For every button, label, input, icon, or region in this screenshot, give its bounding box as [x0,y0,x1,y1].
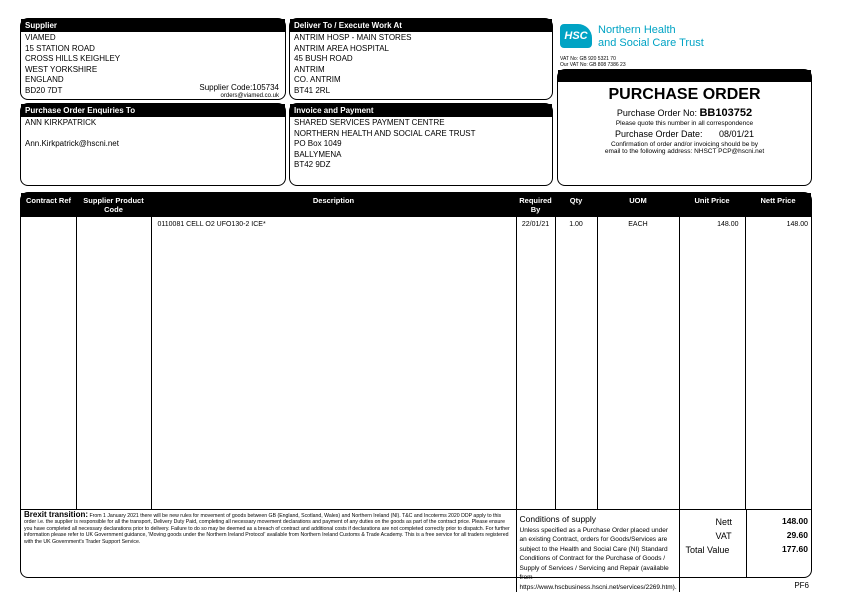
purchase-order-panel [557,69,812,186]
cell-required-by: 22/01/21 [516,217,555,509]
po-number-row [558,107,811,119]
supplier-line: CROSS HILLS KEIGHLEY [25,54,121,63]
col-qty: Qty [569,196,583,205]
po-note-1: Confirmation of order and/or invoicing should be by [610,141,759,148]
col-unit-price: Unit Price [694,196,730,205]
hsc-badge-text: HSC [564,30,588,42]
brexit-text: From 1 January 2021 there will be new rules for movement of goods between GB (England, Scotland, Wales) and Northern Ireland (NI). T&C and Incoterms 2020 DDP apply to this order i.e. the supplier is responsible for all the transport, Delivery Duty Paid, completing all necessary movement declarations and payment of any duties on the goods as part of the contract price. Please ensure you have completed all necessary declarations prior to delivery. Failure to do so may be deemed as a breach of contract and additional costs if declarations are not completed correctly prior to dispatch. For further information please refer to UK Government guidance, 'Moving goods under the Northern Ireland Protocol' available from Northern Ireland Customs & Trade Academy. This is a free service for all traders registered with the UK Government's Trader Support Service. [24,512,510,545]
supplier-line: BD20 7DT [25,85,63,95]
deliver-line: ANTRIM [294,64,325,74]
supplier-code-label: Supplier Code: [199,83,253,92]
order-lines-table [21,193,811,592]
cell-qty: 1.00 [555,217,597,509]
invoice-panel [289,103,553,186]
deliver-line: ANTRIM HOSP - MAIN STORES [294,33,412,42]
vat-number: VAT No: GB 920 5321 70 [560,56,616,62]
conditions-cell [516,509,679,592]
supplier-line: ENGLAND [25,75,64,84]
order-lines-panel [20,192,812,591]
supplier-line: WEST YORKSHIRE [25,64,98,74]
table-footer-row [21,509,811,592]
po-date-label: Purchase Order Date: [614,129,703,139]
deliver-panel [289,18,553,100]
conditions-title: Conditions of supply [519,513,597,524]
brexit-notice [24,509,513,546]
supplier-email[interactable]: orders@viamed.co.uk [220,93,279,99]
totals-cell [679,509,811,592]
cell-unit-price: 148.00 [679,217,745,509]
col-description: Description [312,196,355,205]
enquiries-panel [20,103,286,186]
col-uom: UOM [629,196,647,205]
supplier-code [199,83,279,92]
invoice-heading: Invoice and Payment [290,104,552,117]
po-note-2: email to the following address: NHSCT PCP@hscni.net [604,148,765,155]
invoice-line: SHARED SERVICES PAYMENT CENTRE [294,118,445,127]
po-header-bar [558,70,811,82]
vat-label: VAT [715,530,732,541]
po-number: BB103752 [699,107,753,119]
conditions-text: Unless specified as a Purchase Order placed under an existing Contract, orders for Goods/Services are subject to the Health and Social Care (NI) Standard Conditions of Contract for the Purchase of Goods / Supply of Services / Servicing and Repair (available from https://www.hscbusiness.hscni.net/services/2269.htm). [519,526,677,591]
invoice-line: PO Box 1049 [294,139,342,148]
deliver-line: ANTRIM AREA HOSPITAL [294,43,389,53]
total-value: 177.60 [782,543,808,554]
deliver-line: CO. ANTRIM [294,75,341,84]
invoice-line: NORTHERN HEALTH AND SOCIAL CARE TRUST [294,128,476,138]
cell-contract-ref [21,217,76,509]
enquiries-email[interactable]: Ann.Kirkpatrick@hscni.net [25,138,119,148]
invoice-line: BALLYMENA [294,149,342,159]
table-header-row [21,193,811,217]
po-title: PURCHASE ORDER [608,86,761,103]
cell-uom: EACH [597,217,679,509]
brexit-title: Brexit transition: [24,509,89,519]
totals-divider [746,510,747,578]
po-quote-note: Please quote this number in all correspondence [615,120,754,127]
invoice-line: BT42 9DZ [294,160,331,169]
col-supplier-product-code: Supplier Product Code [83,196,144,214]
supplier-line: 15 STATION ROAD [25,43,95,53]
enquiries-name: ANN KIRKPATRICK [25,118,97,127]
nett-total: 148.00 [782,515,808,526]
col-contract-ref: Contract Ref [25,196,71,205]
cell-description: 0110081 CELL O2 UFO130-2 ICE* [151,217,516,509]
our-vat-number: Our VAT No: GB 808 7386 23 [560,62,626,68]
po-date-row [558,129,811,139]
page-code: PF6 [794,581,809,590]
hsc-badge-icon [560,24,592,48]
trust-name-line2: and Social Care Trust [598,37,704,49]
table-row [21,217,811,509]
po-date: 08/01/21 [719,129,755,139]
supplier-heading: Supplier [21,19,285,32]
deliver-line: BT41 2RL [294,85,331,95]
col-nett-price: Nett Price [760,196,796,205]
cell-nett-price: 148.00 [786,221,808,228]
total-value-label: Total Value [685,544,730,555]
supplier-line: VIAMED [25,33,56,42]
trust-name-line1: Northern Health [598,24,676,36]
brexit-cell [21,509,516,592]
col-required-by: Required By [519,196,552,214]
po-number-label: Purchase Order No: [616,108,697,118]
supplier-panel [20,18,286,100]
deliver-line: 45 BUSH ROAD [294,54,353,63]
cell-product-code [76,217,151,509]
nett-label: Nett [715,516,733,527]
deliver-heading: Deliver To / Execute Work At [290,19,552,32]
enquiries-heading: Purchase Order Enquiries To [21,104,285,117]
vat-total: 29.60 [786,529,808,540]
supplier-code-value: 105734 [252,83,279,92]
